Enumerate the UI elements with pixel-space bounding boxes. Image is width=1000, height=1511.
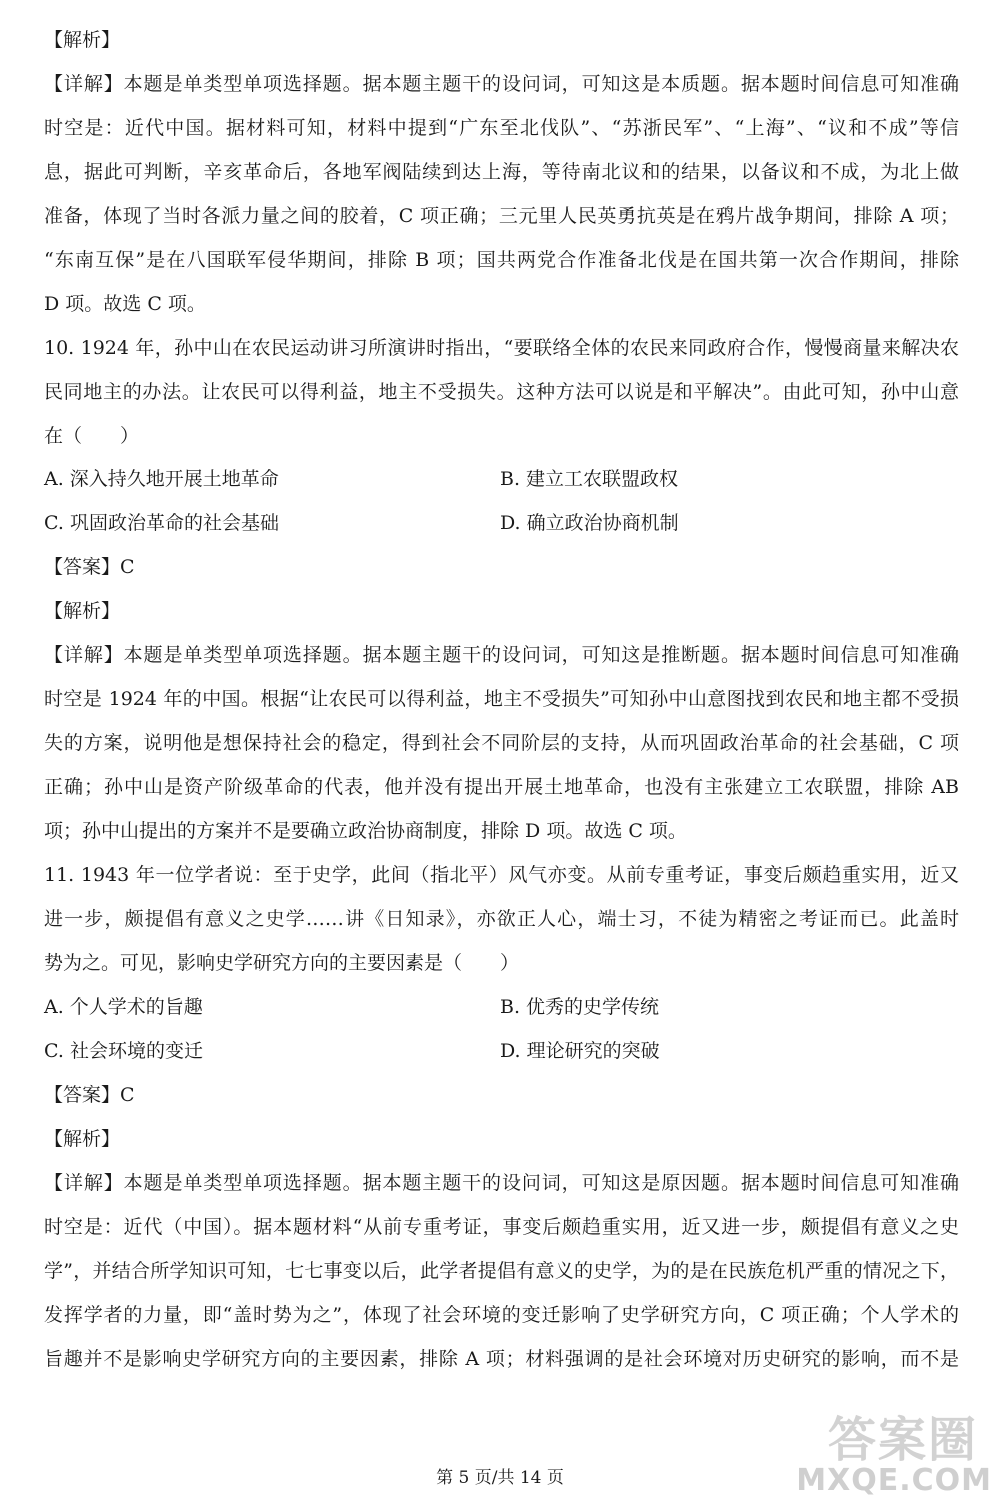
q10-detail-line-2: 时空是 1924 年的中国。根据“让农民可以得利益，地主不受损失”可知孙中山意图找到农民和地主都不受损 [44, 688, 959, 710]
q11-option-c: C. 社会环境的变迁 [44, 1040, 203, 1062]
q9-detail-line-6: D 项。故选 C 项。 [44, 293, 206, 315]
q11-detail-line-2: 时空是：近代（中国）。据本题材料“从前专重考证，事变后颇趋重实用，近又进一步，颇提倡有意义之史 [44, 1216, 959, 1238]
q10-stem-line-2: 民同地主的办法。让农民可以得利益，地主不受损失。这种方法可以说是和平解决”。由此可知，孙中山意 [44, 381, 959, 403]
q9-detail-line-1: 【详解】本题是单类型单项选择题。据本题主题干的设问词，可知这是本质题。据本题时间信息可知准确 [44, 73, 959, 95]
q10-option-a: A. 深入持久地开展土地革命 [44, 468, 279, 490]
q9-detail-line-4: 准备，体现了当时各派力量之间的胶着，C 项正确；三元里人民英勇抗英是在鸦片战争期间，排除 A 项； [44, 205, 959, 227]
q9-jiexi-label: 【解析】 [44, 29, 121, 51]
q10-detail-line-1: 【详解】本题是单类型单项选择题。据本题主题干的设问词，可知这是推断题。据本题时间信息可知准确 [44, 644, 959, 666]
watermark-top-text: 答案圈 [827, 1411, 978, 1468]
q11-option-a: A. 个人学术的旨趣 [44, 996, 203, 1018]
q11-detail-line-5: 旨趣并不是影响史学研究方向的主要因素，排除 A 项；材料强调的是社会环境对历史研究的影响，而不是 [44, 1348, 959, 1370]
q11-stem-line-1: 11. 1943 年一位学者说：至于史学，此间（指北平）风气亦变。从前专重考证，事变后颇趋重实用，近又 [44, 864, 959, 886]
q10-option-d: D. 确立政治协商机制 [500, 512, 679, 534]
q11-detail-line-4: 发挥学者的力量，即“盖时势为之”，体现了社会环境的变迁影响了史学研究方向，C 项正确；个人学术的 [44, 1304, 959, 1326]
q9-detail-line-2: 时空是：近代中国。据材料可知，材料中提到“广东至北伐队”、“苏浙民军”、“上海”、“议和不成”等信 [44, 117, 959, 139]
q11-stem-line-3: 势为之。可见，影响史学研究方向的主要因素是（ ） [44, 952, 520, 974]
q10-option-b: B. 建立工农联盟政权 [500, 468, 679, 490]
watermark-bottom-text: MXQE.COM [796, 1463, 992, 1498]
q11-jiexi-label: 【解析】 [44, 1128, 121, 1150]
q10-detail-line-3: 失的方案，说明他是想保持社会的稳定，得到社会不同阶层的支持，从而巩固政治革命的社会基础，C 项 [44, 732, 959, 754]
q10-detail-line-5: 项；孙中山提出的方案并不是要确立政治协商制度，排除 D 项。故选 C 项。 [44, 820, 687, 842]
watermark-logo [792, 1405, 992, 1505]
q11-answer: 【答案】C [44, 1084, 135, 1106]
q10-stem-line-3: 在（ ） [44, 425, 140, 447]
q10-detail-line-4: 正确；孙中山是资产阶级革命的代表，他并没有提出开展土地革命，也没有主张建立工农联盟，排除 AB [44, 776, 959, 798]
q10-option-c: C. 巩固政治革命的社会基础 [44, 512, 279, 534]
page-number: 第 5 页/共 14 页 [436, 1468, 564, 1488]
q11-detail-line-1: 【详解】本题是单类型单项选择题。据本题主题干的设问词，可知这是原因题。据本题时间信息可知准确 [44, 1172, 959, 1194]
q10-jiexi-label: 【解析】 [44, 600, 121, 622]
q10-stem-line-1: 10. 1924 年，孙中山在农民运动讲习所演讲时指出，“要联络全体的农民来同政府合作，慢慢商量来解决农 [44, 337, 959, 359]
q11-option-d: D. 理论研究的突破 [500, 1040, 660, 1062]
q9-detail-line-5: “东南互保”是在八国联军侵华期间，排除 B 项；国共两党合作准备北伐是在国共第一次合作期间，排除 [44, 249, 959, 271]
q9-detail-line-3: 息，据此可判断，辛亥革命后，各地军阀陆续到达上海，等待南北议和的结果，以备议和不成，为北上做 [44, 161, 959, 183]
q11-option-b: B. 优秀的史学传统 [500, 996, 660, 1018]
q11-stem-line-2: 进一步，颇提倡有意义之史学……讲《日知录》，亦欲正人心，端士习，不徒为精密之考证而已。此盖时 [44, 908, 959, 930]
q10-answer: 【答案】C [44, 556, 135, 578]
q11-detail-line-3: 学”，并结合所学知识可知，七七事变以后，此学者提倡有意义的史学，为的是在民族危机严重的情况之下， [44, 1260, 959, 1282]
